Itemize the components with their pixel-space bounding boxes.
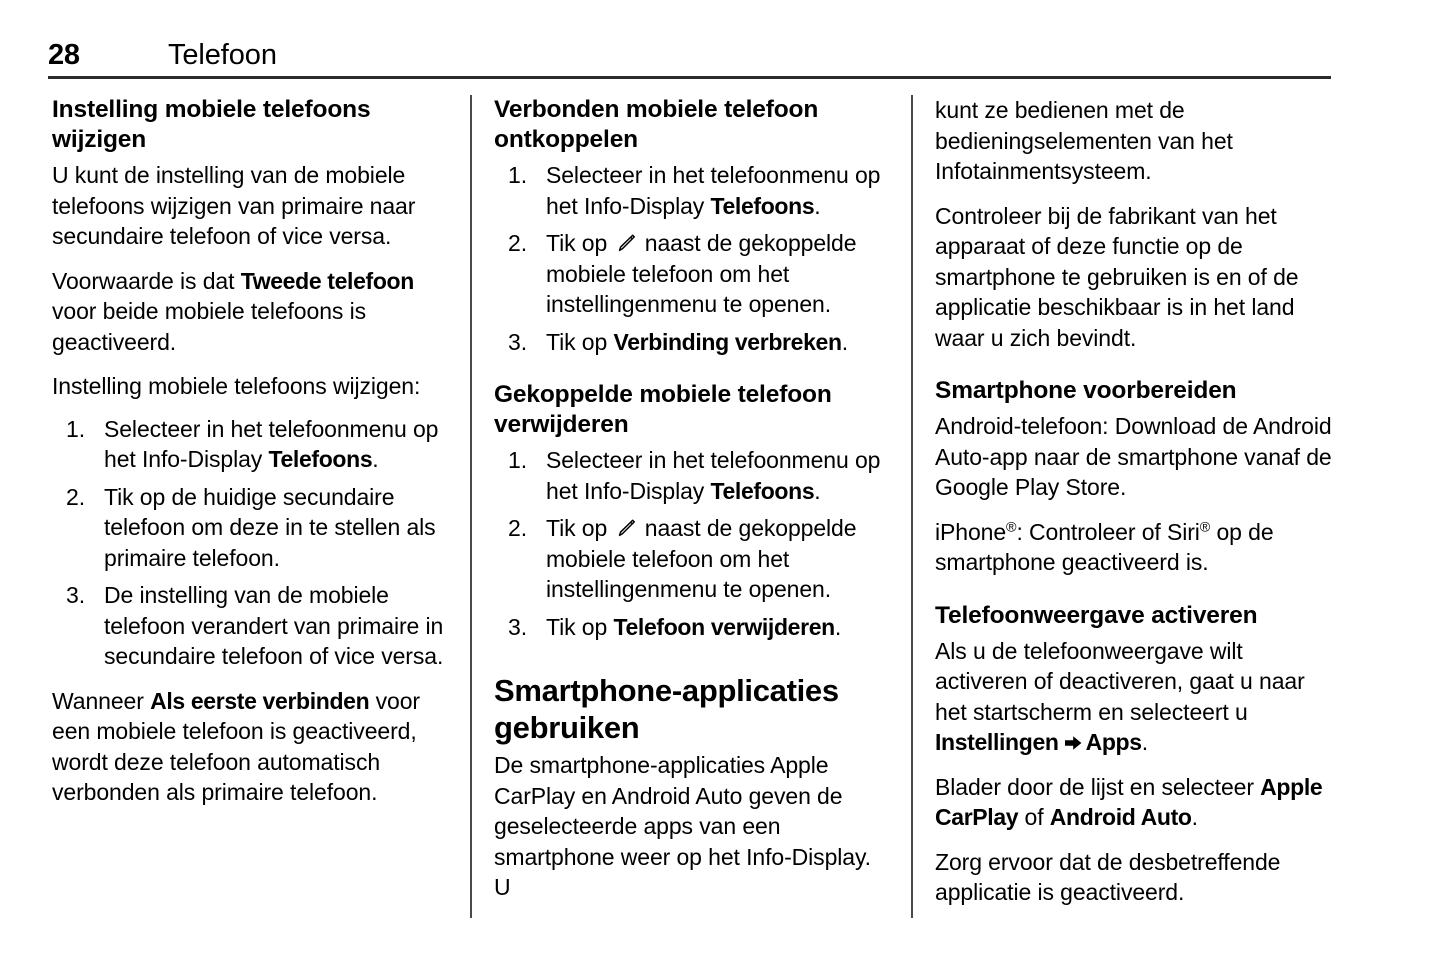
section-heading-verwijderen: Gekoppelde mobiele telefoon verwijderen — [494, 381, 832, 438]
paragraph-android-telefoon: Android-telefoon: Download de Android Auto-app naar de smartphone vanaf de Google Play Store. — [935, 413, 1332, 500]
steps-list-ontkoppelen — [494, 160, 891, 357]
pencil-icon — [615, 518, 636, 539]
column-divider-2 — [911, 95, 913, 918]
section-heading-instelling-wijzigen: Instelling mobiele telefoons wijzigen — [52, 96, 371, 153]
list-item — [494, 513, 891, 605]
list-item — [494, 160, 891, 221]
registered-mark: ® — [1199, 518, 1211, 535]
list-item — [52, 414, 449, 475]
text-fragment: . — [814, 477, 821, 504]
paragraph-continuation-bedieningselementen: kunt ze bedienen met de bedieningselementen van het Infotainmentsysteem. — [935, 97, 1233, 184]
paragraph-instelling-intro: U kunt de instelling van de mobiele telefoons wijzigen van primaire naar secundaire telefoon of vice versa. — [52, 162, 416, 249]
list-item — [494, 228, 891, 320]
text-fragment: Tik op — [546, 515, 614, 541]
ui-term-telefoon-verwijderen: Telefoon verwijderen — [613, 613, 835, 640]
paragraph-voorwaarde — [52, 266, 449, 358]
steps-list-instelling-wijzigen — [52, 414, 449, 672]
column-1 — [52, 95, 449, 925]
text-fragment: Voorwaarde is dat — [52, 267, 241, 294]
text-fragment: voor beide mobiele telefoons is geactiveerd. — [52, 298, 366, 355]
paragraph-telefoonweergave-activeren — [935, 636, 1332, 758]
text-fragment: . — [1191, 804, 1198, 830]
text-fragment: Als u de telefoonweergave wilt activeren of deactiveren, gaat u naar het startscherm en selecteert u — [935, 637, 1305, 725]
chapter-heading-smartphone-applicaties: Smartphone-applicaties gebruiken — [494, 673, 839, 745]
text-fragment: voor een mobiele telefoon is geactiveerd, wordt deze telefoon automatisch verbonden als primaire telefoon. — [52, 687, 420, 805]
text-fragment: . — [834, 613, 842, 640]
ui-term-telefoons: Telefoons — [710, 192, 815, 219]
paragraph-controleer-fabrikant: Controleer bij de fabrikant van het apparaat of deze functie op de smartphone te gebruiken is en of de applicatie beschikbaar is in het land waar u zich bevindt. — [935, 202, 1299, 351]
page-number: 28 — [48, 39, 80, 71]
ui-term-apple-carplay: Apple CarPlay — [935, 773, 1323, 830]
chapter-title: Telefoon — [168, 39, 277, 71]
paragraph-als-eerste-verbinden — [52, 686, 449, 808]
paragraph-zorg-ervoor: Zorg ervoor dat de desbetreffende applicatie is geactiveerd. — [935, 848, 1281, 905]
section-heading-smartphone-voorbereiden: Smartphone voorbereiden — [935, 377, 1237, 404]
list-item: De instelling van de mobiele telefoon verandert van primaire in secundaire telefoon of vice versa. — [104, 582, 444, 669]
list-item — [494, 327, 891, 358]
text-fragment: Blader door de lijst en selecteer — [935, 773, 1261, 800]
section-heading-telefoonweergave-activeren: Telefoonweergave activeren — [935, 601, 1258, 629]
text-fragment: . — [841, 328, 848, 355]
ui-term-android-auto: Android Auto — [1049, 804, 1192, 830]
list-item: Tik op de huidige secundaire telefoon om deze in te stellen als primaire telefoon. — [104, 483, 436, 571]
text-fragment: Tik op — [546, 613, 614, 640]
text-fragment: . — [1141, 729, 1148, 755]
text-fragment: of — [1018, 804, 1050, 830]
text-fragment: Selecteer in het telefoonmenu op het Info-Display — [104, 415, 439, 472]
ui-term-telefoons: Telefoons — [710, 477, 815, 504]
text-fragment: Tik op — [546, 328, 614, 355]
ui-term-apps: Apps — [1085, 729, 1142, 755]
text-fragment: Tik op — [546, 230, 614, 256]
text-fragment: naast de gekoppelde mobiele telefoon om het instellingenmenu te openen. — [546, 515, 857, 602]
paragraph-blader-selecteer — [935, 772, 1332, 833]
ui-term-als-eerste-verbinden: Als eerste verbinden — [150, 687, 370, 714]
registered-mark: ® — [1006, 518, 1017, 535]
text-fragment: Selecteer in het telefoonmenu op het Info-Display — [546, 162, 881, 219]
text-fragment: . — [814, 192, 821, 219]
text-fragment: naast de gekoppelde mobiele telefoon om het instellingenmenu te openen. — [546, 230, 857, 317]
column-2 — [494, 95, 891, 925]
list-item — [494, 445, 891, 506]
paragraph-smartphone-applicaties-intro: De smartphone-applicaties Apple CarPlay en Android Auto geven de geselecteerde apps van een smartphone weer op het Info-Display. U — [494, 752, 871, 900]
list-item — [494, 612, 891, 643]
ui-term-telefoons: Telefoons — [268, 446, 373, 472]
steps-list-verwijderen — [494, 445, 891, 642]
text-fragment: Selecteer in het telefoonmenu op het Info-Display — [546, 447, 881, 504]
arrow-right-icon — [1063, 734, 1083, 752]
text-fragment: . — [372, 446, 379, 472]
text-fragment: Wanneer — [52, 687, 151, 714]
ui-term-tweede-telefoon: Tweede telefoon — [240, 267, 414, 294]
text-fragment: op de smartphone geactiveerd is. — [935, 518, 1274, 575]
section-heading-ontkoppelen: Verbonden mobiele telefoon ontkoppelen — [494, 96, 819, 153]
header-divider-rule — [48, 76, 1331, 79]
text-fragment: : Controleer of Siri — [1016, 518, 1200, 545]
paragraph-iphone-siri — [935, 517, 1332, 578]
column-3 — [935, 95, 1332, 925]
page-columns — [0, 95, 1445, 925]
column-divider-1 — [470, 95, 472, 918]
ui-term-instellingen: Instellingen — [935, 729, 1059, 755]
pencil-icon — [615, 233, 636, 254]
paragraph-steps-lead-in: Instelling mobiele telefoons wijzigen: — [52, 373, 421, 399]
page-header — [48, 38, 1331, 78]
ui-term-verbinding-verbreken: Verbinding verbreken — [613, 328, 842, 355]
text-fragment: iPhone — [935, 518, 1007, 545]
